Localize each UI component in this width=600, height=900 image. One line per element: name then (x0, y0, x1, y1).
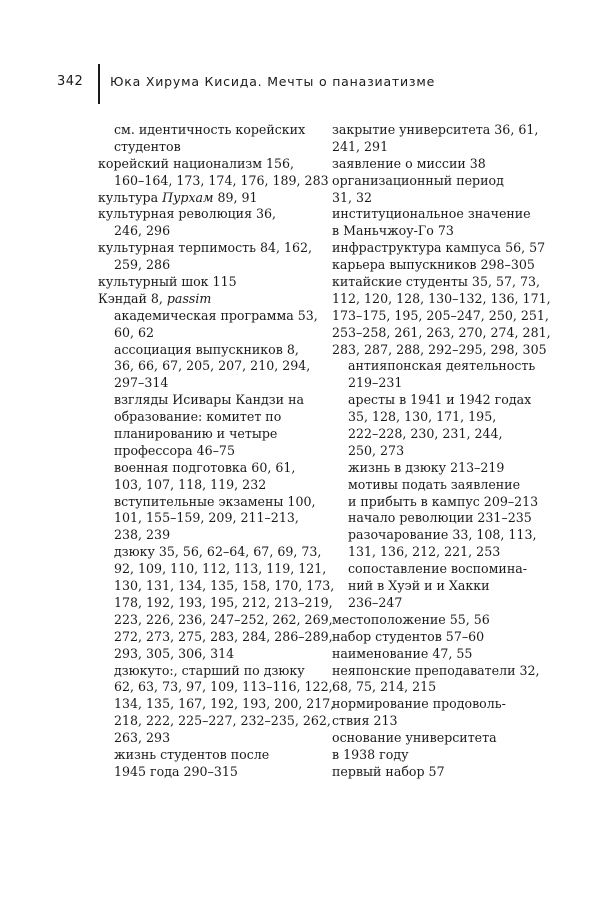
index-line (98, 594, 333, 612)
index-line (98, 426, 298, 443)
index-line-text: сопоставление воспомина- (348, 561, 527, 577)
index-line (98, 527, 298, 544)
index-line (98, 477, 298, 494)
index-line-text: китайские студенты 35, 57, 73, (332, 274, 541, 290)
page-number: 342 (57, 74, 84, 89)
index-line (98, 190, 298, 207)
index-line-text: 219–231 (348, 375, 403, 391)
index-line (98, 544, 322, 561)
index-line (98, 662, 305, 680)
index-line (98, 578, 335, 595)
index-line-text: 218, 222, 225–227, 232–235, 262, (114, 713, 331, 729)
index-line-text: 263, 293 (114, 730, 171, 746)
index-line (98, 172, 329, 190)
index-line (98, 730, 298, 747)
index-line (332, 206, 537, 223)
index-line-text: заявление о миссии 38 (332, 155, 486, 171)
index-line-text: 36, 66, 67, 205, 207, 210, 294, (114, 358, 311, 374)
index-line (332, 173, 537, 190)
index-line (332, 764, 537, 781)
index-line (332, 375, 537, 392)
index-line (98, 510, 298, 527)
index-line-text: 283, 287, 288, 292–295, 298, 305 (332, 341, 547, 357)
index-line (332, 409, 537, 426)
index-line-suffix: 89, 91 (213, 189, 258, 205)
index-line-text: жизнь студентов после (114, 746, 270, 762)
running-title: Юка Хирума Кисида. Мечты о паназиатизме (110, 74, 436, 89)
index-line (332, 494, 537, 511)
index-line (98, 358, 311, 375)
index-line-text: 223, 226, 236, 247–252, 262, 269, (114, 611, 333, 627)
running-header (0, 0, 600, 110)
index-line-text: 297–314 (114, 375, 169, 391)
index-line (98, 561, 327, 578)
index-line (98, 696, 335, 713)
index-line-text: дзюкуто:, старший по дзюку (114, 662, 305, 678)
index-column-right (332, 122, 551, 781)
index-line-text: 112, 120, 128, 130–132, 136, 171, (332, 290, 551, 306)
index-line (332, 139, 537, 156)
index-line (332, 662, 540, 680)
index-line-text: аресты в 1941 и 1942 годах (348, 392, 532, 408)
index-line-text: профессора 46–75 (114, 442, 235, 458)
index-line-text: 259, 286 (114, 257, 171, 273)
index-line-text: 130, 131, 134, 135, 158, 170, 173, (114, 578, 335, 594)
index-line-text: 31, 32 (332, 189, 373, 205)
index-line (332, 527, 537, 544)
index-line-text: и прибыть в кампус 209–213 (348, 493, 539, 509)
index-line-text: 131, 136, 212, 221, 253 (348, 544, 501, 560)
index-line (98, 409, 298, 426)
index-line (98, 206, 298, 223)
index-line (98, 493, 316, 511)
index-line-text: институциональное значение (332, 206, 531, 222)
index-line (332, 612, 537, 629)
index-line-text: ассоциация выпускников 8, (114, 341, 299, 357)
index-line-italic: passim (166, 290, 212, 306)
index-line (332, 257, 537, 274)
index-line-text: основание университета (332, 730, 497, 746)
index-line-text: культурный шок 115 (98, 274, 237, 290)
index-line-text: дзюку 35, 56, 62–64, 67, 69, 73, (114, 544, 322, 560)
index-line (332, 679, 537, 696)
index-line-text: культурная терпимость 84, 162, (98, 240, 313, 256)
index-line (98, 139, 298, 156)
index-line-text: академическая программа 53, (114, 307, 318, 323)
index-line-text: см. идентичность корейских (114, 122, 306, 137)
index-line (98, 611, 333, 629)
index-line-text: 238, 239 (114, 527, 171, 543)
index-line (332, 629, 537, 646)
index-line (332, 122, 537, 139)
index-line-text: 236–247 (348, 594, 403, 610)
index-line-text: 160–164, 173, 174, 176, 189, 283 (114, 172, 329, 188)
index-line-text: корейский национализм 156, (98, 155, 295, 171)
index-line-text: 35, 128, 130, 171, 195, (348, 409, 497, 425)
index-line (332, 274, 541, 291)
index-line-text: 92, 109, 110, 112, 113, 119, 121, (114, 561, 327, 577)
index-line-text: в Маньчжоу-Го 73 (332, 223, 454, 239)
index-line-text: 293, 305, 306, 314 (114, 645, 235, 661)
index-line (332, 426, 537, 443)
index-line (98, 307, 318, 325)
index-line-text: организационный период (332, 172, 504, 188)
index-line (332, 747, 537, 764)
index-line (98, 257, 298, 274)
index-line-text: местоположение 55, 56 (332, 611, 490, 627)
index-line-text: инфраструктура кампуса 56, 57 (332, 240, 546, 256)
index-line (332, 324, 551, 342)
index-line-text: 250, 273 (348, 442, 405, 458)
index-line-text: ствия 213 (332, 713, 398, 729)
index-line-text: неяпонские преподаватели 32, (332, 662, 540, 678)
index-line-text: 68, 75, 214, 215 (332, 679, 437, 695)
index-line (332, 443, 537, 460)
index-line-text: 272, 273, 275, 283, 284, 286–289, (114, 628, 333, 644)
index-line-text: 173–175, 195, 205–247, 250, 251, (332, 307, 549, 323)
header-divider (98, 64, 100, 104)
index-line-text: первый набор 57 (332, 763, 445, 779)
index-line-text: антияпонская деятельность (348, 358, 536, 374)
index-line (98, 240, 313, 257)
index-line (332, 290, 551, 308)
index-line-text: жизнь в дзюку 213–219 (348, 459, 505, 475)
index-line (332, 190, 537, 207)
index-line-text: наименование 47, 55 (332, 645, 473, 661)
index-line (332, 713, 537, 730)
index-line (98, 628, 333, 646)
index-line (98, 713, 331, 730)
index-line-text: 246, 296 (114, 223, 171, 239)
index-line (332, 646, 537, 663)
index-line-text: 134, 135, 167, 192, 193, 200, 217, (114, 696, 335, 712)
index-line (98, 747, 298, 764)
index-line-text: планированию и четыре (114, 426, 278, 442)
index-line (332, 392, 537, 409)
index-line-text: военная подготовка 60, 61, (114, 459, 296, 475)
index-line-text: начало революции 231–235 (348, 510, 532, 526)
index-line (332, 544, 537, 561)
index-line-text: в 1938 году (332, 746, 409, 762)
index-line (98, 392, 304, 409)
index-line (98, 274, 298, 291)
index-line (98, 325, 298, 342)
index-line (98, 375, 298, 392)
index-line (332, 561, 537, 578)
index-line-text: ний в Хуэй и и Хакки (348, 578, 490, 594)
index-line-text: образование: комитет по (114, 409, 282, 425)
index-line (332, 460, 537, 477)
index-line-text: Кэндай 8, (98, 290, 167, 306)
index-line (332, 240, 546, 257)
index-line-text: 101, 155–159, 209, 211–213, (114, 510, 299, 526)
index-line-text: вступительные экзамены 100, (114, 493, 316, 509)
index-line-text: культура (98, 189, 163, 205)
index-line (98, 460, 298, 477)
index-line (98, 646, 298, 663)
index-line (98, 122, 306, 139)
index-line (332, 477, 537, 494)
index-line-text: 178, 192, 193, 195, 212, 213–219, (114, 594, 333, 610)
index-line (98, 291, 298, 308)
index-line (332, 595, 537, 612)
index-line-text: культурная революция 36, (98, 206, 277, 222)
index-line (332, 341, 547, 359)
index-line-text: нормирование продоволь- (332, 696, 506, 712)
index-line-text: разочарование 33, 108, 113, (348, 527, 537, 543)
index-line (332, 696, 537, 713)
index-line (332, 307, 549, 325)
index-column-left (98, 122, 335, 781)
index-line (332, 223, 537, 240)
index-line-text: 241, 291 (332, 138, 389, 154)
index-line (332, 358, 537, 375)
index-line-text: 62, 63, 73, 97, 109, 113–116, 122, (114, 679, 333, 695)
index-line-text: мотивы подать заявление (348, 476, 521, 492)
index-line-text: 253–258, 261, 263, 270, 274, 281, (332, 324, 551, 340)
index-line-text: закрытие университета 36, 61, (332, 122, 539, 137)
index-line (98, 679, 333, 696)
index-line (98, 443, 298, 460)
index-line (332, 578, 537, 595)
index-line-text: 60, 62 (114, 324, 155, 340)
index-line-text: взгляды Исивары Кандзи на (114, 392, 304, 408)
index-line (332, 730, 537, 747)
index-line-text: студентов (114, 138, 181, 154)
index-line-text: 1945 года 290–315 (114, 763, 238, 779)
index-line (98, 342, 298, 359)
index-line-text: набор студентов 57–60 (332, 628, 485, 644)
index-line-text: карьера выпускников 298–305 (332, 257, 535, 273)
index-line (332, 510, 537, 527)
index-line (98, 223, 298, 240)
index-line (332, 156, 537, 173)
index-line-italic: Пурхам (162, 189, 214, 205)
index-line (98, 764, 298, 781)
index-line-text: 103, 107, 118, 119, 232 (114, 476, 267, 492)
index-line (98, 156, 298, 173)
index-line-text: 222–228, 230, 231, 244, (348, 426, 503, 442)
